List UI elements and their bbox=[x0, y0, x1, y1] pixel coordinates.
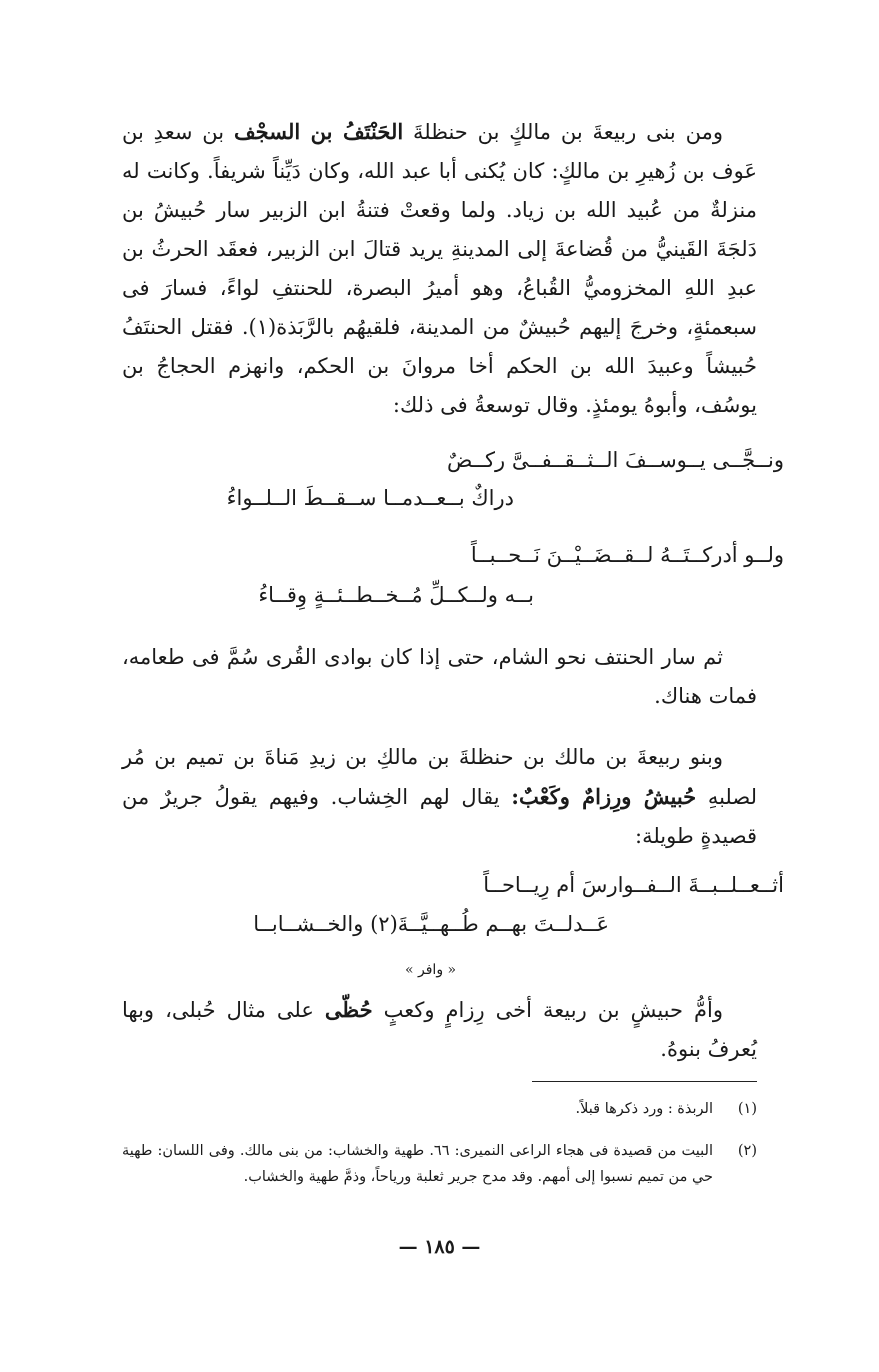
verse-2-second-hemistich: بــه ولــكــلِّ مُــخــطــئــةٍ وِقــاءُ bbox=[258, 583, 534, 607]
paragraph-text: على مثال حُبلى، وبها يُعرفُ بنوهُ. bbox=[122, 998, 757, 1061]
footnote-number: (٢) bbox=[737, 1143, 757, 1159]
verse-2-first-hemistich: ولــو أدركــتَــهُ لــقــضَــيْــنَ نَــحــبــاً bbox=[470, 543, 784, 567]
paragraph-rabia-sons bbox=[122, 738, 757, 856]
paragraph-text: ثم سار الحنتف نحو الشام، حتى إذا كان بوادى القُرى سُمَّ فى طعامه، فمات هناك. bbox=[122, 645, 757, 708]
footnote-1 bbox=[122, 1096, 757, 1122]
paragraph-text: يقال لهم الخِشاب. وفيهم يقولُ جريرٌ من قصيدةٍ طويلة: bbox=[122, 785, 757, 848]
footnote-number: (١) bbox=[737, 1101, 757, 1117]
paragraph-huzza bbox=[122, 990, 757, 1069]
verse-1-first-hemistich: ونــجَّــى يــوســفَ الــثــقــفــىَّ ركــضٌ bbox=[446, 448, 784, 472]
verse-1-second-hemistich: دراكٌ بــعــدمــا ســقــطَ الــلــواءُ bbox=[226, 486, 514, 510]
paragraph-text: ومن بنى ربيعةَ بن مالكٍ بن حنظلةَ bbox=[403, 120, 723, 144]
bold-name: الحَنْتَفُ بن السجْف bbox=[233, 119, 404, 144]
bold-name: حُظّى bbox=[324, 997, 373, 1022]
paragraph-hantaf bbox=[122, 112, 757, 425]
footnote-text: البيت من قصيدة فى هجاء الراعى النميرى: ٦٦. طهية والخشاب: من بنى مالك. وفى اللسان: طهية حي من تميم نسبوا إلى أمهم. وقد مدح جرير ثعلبة ورياحاً، وذمَّ طهية والخشاب. bbox=[122, 1143, 713, 1185]
page-number: — ١٨٥ — bbox=[398, 1236, 481, 1258]
meter-label: « وافر » bbox=[405, 962, 457, 978]
bold-names: حُبيشُ ورِزامٌ وكَعْبٌ: bbox=[511, 784, 697, 809]
footnote-text: الربذة : ورد ذكرها قبلاً. bbox=[575, 1101, 713, 1117]
paragraph-text: وبنو ربيعةَ بن مالك بن حنظلةَ بن مالكِ بن زيدِ مَناةَ بن تميم بن مُر لصلبهِ bbox=[122, 745, 757, 809]
paragraph-death bbox=[122, 638, 757, 716]
footnote-2 bbox=[122, 1138, 757, 1190]
footnote-divider bbox=[532, 1081, 757, 1082]
verse-3-first-hemistich: أثــعــلــبــةَ الــفــوارسَ أم رِيــاحــاً bbox=[483, 873, 784, 897]
paragraph-text: وأمُّ حبيشٍ بن ربيعة أخى رِزامٍ وكعبٍ bbox=[372, 998, 723, 1022]
paragraph-text: بن سعدِ بن عَوف بن زُهيرِ بن مالكٍ: كان يُكنى أبا عبد الله، وكان دَيِّناً شريفاً. وكانت له منزلةٌ من عُبيد الله بن زياد. ولما وقعتْ فتنةُ ابن الزبير سار حُبيشُ بن دَلجَةَ القَينيُّ من قُضاعةَ إلى المدينةِ يريد قتالَ ابن الزبير، فعقَد الحرثُ بن عبدِ اللهِ المخزوميُّ القُباعُ، وهو أميرُ البصرة، للحنتفِ لواءً، فسارَ فى سبعمئةٍ، وخرجَ إليهم حُبيشٌ من المدينة، فلقيهُم بالرَّبَذة(١). فقتل الحنتَفُ حُبيشاً وعبيدَ الله بن الحكم أخا مروانَ بن الحكم، وانهزم الحجاجُ بن يوسُف، وأبوهُ يومئذٍ. وقال توسعةُ فى ذلك: bbox=[122, 120, 757, 417]
verse-3-second-hemistich: عَــدلــتَ بهــم طُــهــيَّــةَ(٢) والخــشــابــا bbox=[253, 912, 609, 936]
